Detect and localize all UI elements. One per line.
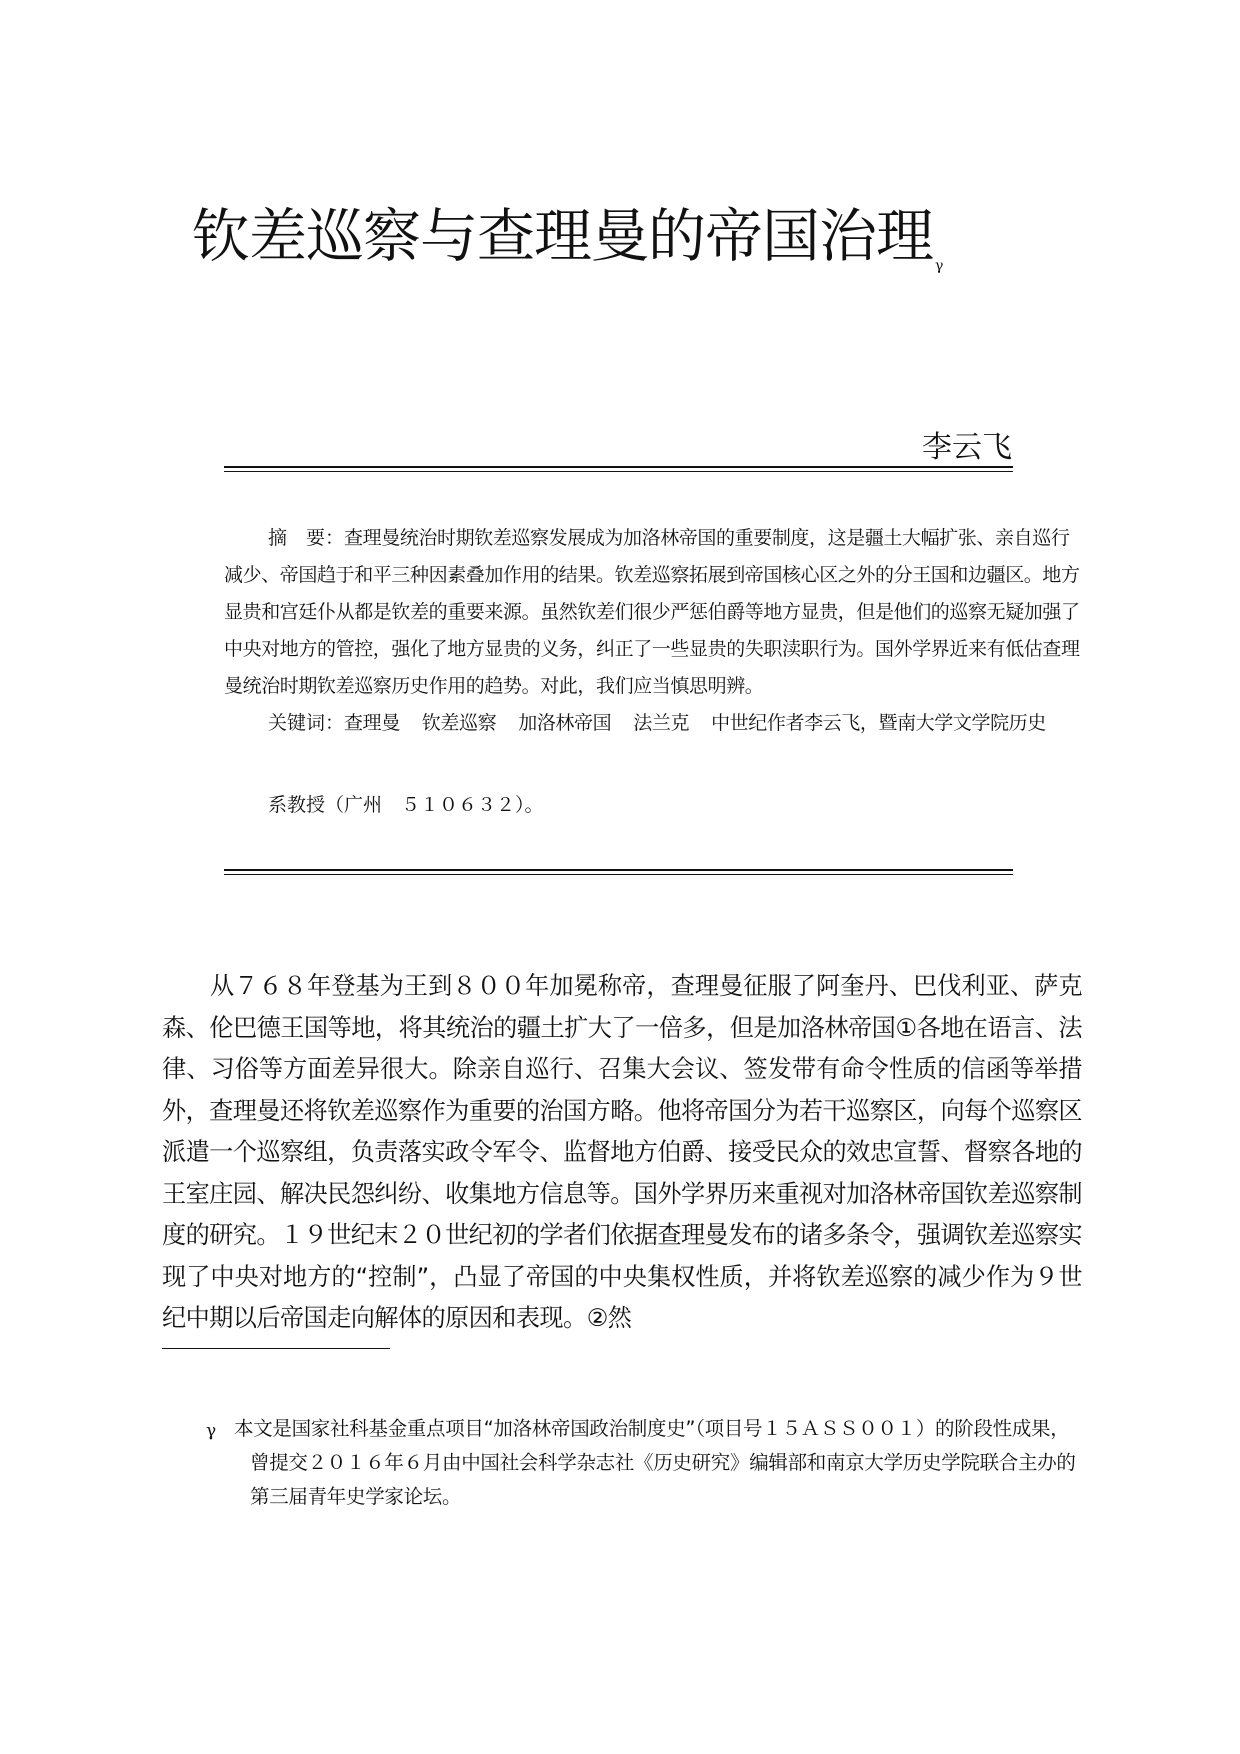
footnote-marker: γ [206,1421,216,1441]
article-title-text: 钦差巡察与查理曼的帝国治理 [192,202,934,270]
keyword-item: 查理曼 [344,712,400,734]
abstract-top-rule [224,466,1013,472]
abstract-bottom-rule [224,869,1013,875]
abstract-paragraph [224,520,1084,705]
keyword-item: 法兰克 [633,712,690,734]
article-title [192,196,942,276]
keywords-label: 关键词： [268,712,345,734]
author-name: 李云飞 [922,430,1012,465]
keywords-line [224,705,1084,742]
footnote [206,1412,1080,1514]
keyword-item: 钦差巡察 [421,712,497,734]
title-footnote-marker[interactable]: γ [935,258,943,274]
footnote-text: 本文是国家社科基金重点项目“加洛林帝国政治制度史”（项目号１５ＡＳＳ００１）的阶段性成果，曾提交２０１６年６月由中国社会科学杂志社《历史研究》编辑部和南京大学历史学院联合主办的第三届青年史学家论坛。 [234,1417,1076,1508]
abstract-label: 摘 要： [268,527,345,549]
abstract-block [224,520,1084,742]
author-affiliation: 作者李云飞，暨南大学文学院历史 [766,712,1046,734]
keyword-item: 加洛林帝国 [518,712,612,734]
keyword-item: 中世纪 [711,712,767,734]
abstract-text: 查理曼统治时期钦差巡察发展成为加洛林帝国的重要制度，这是疆土大幅扩张、亲自巡行减少、帝国趋于和平三种因素叠加作用的结果。钦差巡察拓展到帝国核心区之外的分王国和边疆区。地方显贵和宫廷仆从都是钦差的重要来源。虽然钦差们很少严惩伯爵等地方显贵，但是他们的巡察无疑加强了中央对地方的管控，强化了地方显贵的义务，纠正了一些显贵的失职渎职行为。国外学界近来有低估查理曼统治时期钦差巡察历史作用的趋势。对此，我们应当慎思明辨。 [224,527,1080,697]
author-affiliation-continued: 系教授（广州 ５１０６３２）。 [268,794,544,816]
body-paragraph: 从７６８年登基为王到８００年加冕称帝，查理曼征服了阿奎丹、巴伐利亚、萨克森、伦巴德王国等地，将其统治的疆土扩大了一倍多，但是加洛林帝国①各地在语言、法律、习俗等方面差异很大。除亲自巡行、召集大会议、签发带有命令性质的信函等举措外，查理曼还将钦差巡察作为重要的治国方略。他将帝国分为若干巡察区，向每个巡察区派遣一个巡察组，负责落实政令军令、监督地方伯爵、接受民众的效忠宣誓、督察各地的王室庄园、解决民怨纠纷、收集地方信息等。国外学界历来重视对加洛林帝国钦差巡察制度的研究。１９世纪末２０世纪初的学者们依据查理曼发布的诸多条令，强调钦差巡察实现了中央对地方的“控制”，凸显了帝国的中央集权性质，并将钦差巡察的减少作为９世纪中期以后帝国走向解体的原因和表现。②然 [162,972,1082,1332]
footnote-separator [162,1348,390,1349]
